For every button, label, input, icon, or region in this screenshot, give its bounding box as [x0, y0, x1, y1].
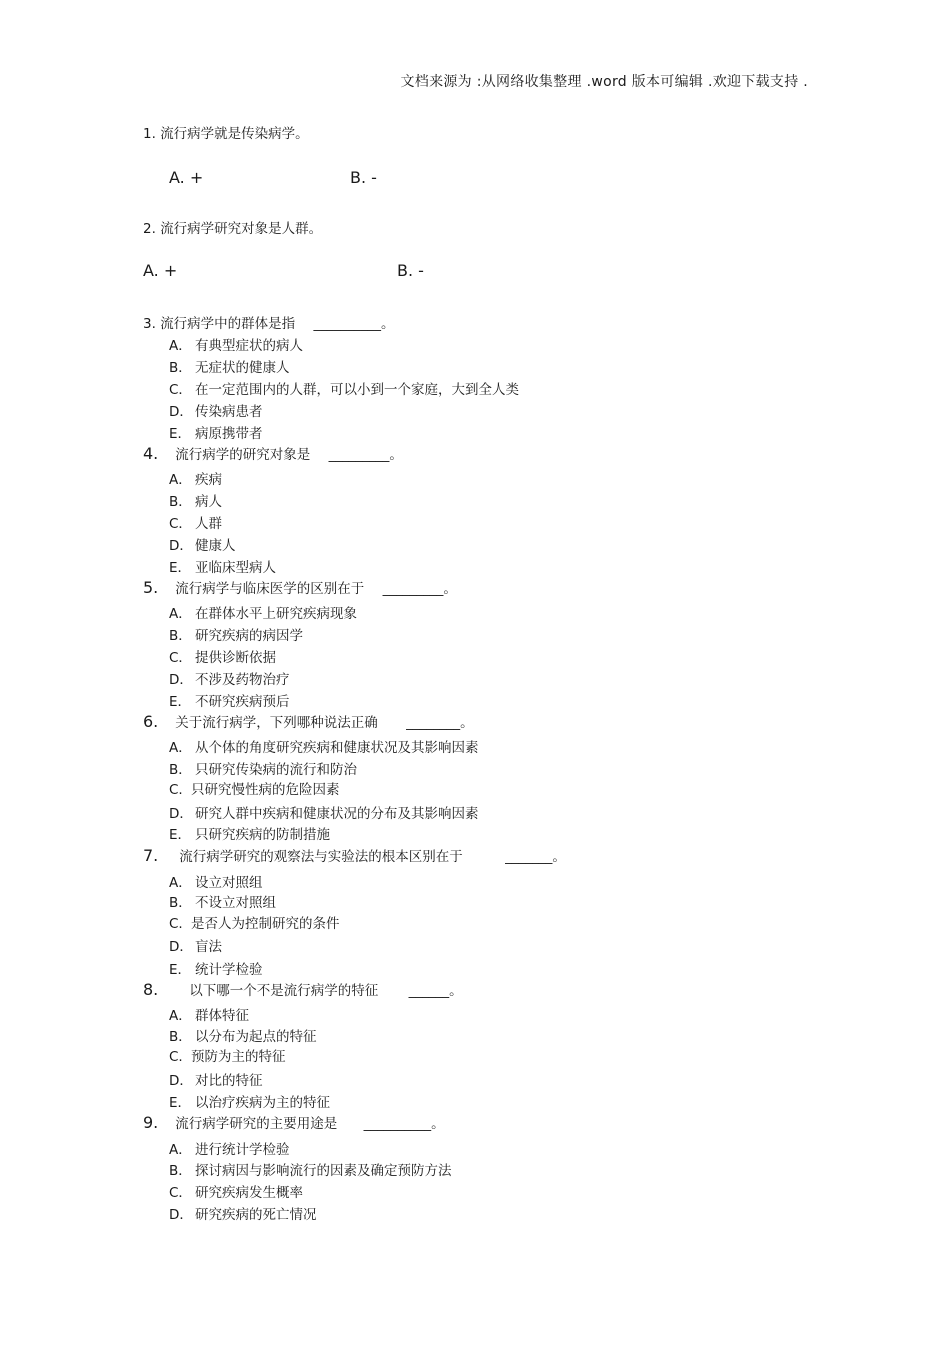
- option-text: 只研究疾病的防制措施: [195, 827, 330, 843]
- question-end: 。: [380, 316, 395, 332]
- question-number: 7.: [143, 846, 159, 865]
- answer-blank: ______: [408, 983, 450, 999]
- option-label: A．: [169, 875, 192, 891]
- option-d: [169, 1203, 317, 1223]
- option-text: 探讨病因与影响流行的因素及确定预防方法: [195, 1163, 452, 1179]
- question-text: 流行病学中的群体是指: [160, 316, 296, 332]
- option-label: A．: [169, 1142, 192, 1158]
- option-e: [169, 958, 263, 978]
- option-label: C．: [169, 1185, 192, 1201]
- option-a: A. +: [169, 168, 204, 187]
- option-label: D．: [169, 1207, 193, 1223]
- option-label: D．: [169, 672, 193, 688]
- question-1: [143, 122, 309, 142]
- question-6: [143, 711, 474, 731]
- answer-blank: __________: [313, 316, 381, 332]
- question-text: 流行病学与临床医学的区别在于: [175, 581, 365, 597]
- question-end: 。: [389, 447, 403, 463]
- option-text: 不涉及药物治疗: [195, 672, 290, 688]
- option-label: E．: [169, 560, 192, 576]
- option-text: 疾病: [195, 472, 222, 488]
- answer-blank: __________: [363, 1116, 432, 1132]
- option-e: [169, 422, 263, 442]
- option-label: D．: [169, 538, 193, 554]
- option-text: 对比的特征: [195, 1073, 263, 1089]
- option-d: [169, 668, 290, 688]
- question-number: 1.: [143, 126, 156, 142]
- option-e: [169, 690, 290, 710]
- question-text: 流行病学研究对象是人群。: [160, 221, 323, 237]
- option-text: 不研究疾病预后: [195, 694, 290, 710]
- option-a: [169, 1004, 249, 1024]
- option-text: 研究疾病的死亡情况: [195, 1207, 317, 1223]
- option-a: [169, 736, 479, 756]
- option-label: C．: [169, 382, 192, 398]
- option-label: E．: [169, 426, 192, 442]
- question-end: 。: [431, 1116, 445, 1132]
- question-text: 关于流行病学，下列哪种说法正确: [175, 715, 378, 731]
- option-text: 在一定范围内的人群，可以小到一个家庭，大到全人类: [195, 382, 519, 398]
- question-text: 流行病学就是传染病学。: [160, 126, 309, 142]
- option-label: C.: [169, 782, 183, 798]
- option-b: [169, 356, 290, 376]
- question-number: 4.: [143, 444, 159, 463]
- option-b: [169, 758, 357, 778]
- question-number: 3.: [143, 316, 156, 332]
- option-text: 群体特征: [195, 1008, 249, 1024]
- option-c: [169, 778, 340, 798]
- option-label: C．: [169, 516, 192, 532]
- question-text: 流行病学的研究对象是: [175, 447, 311, 463]
- option-c: [169, 912, 340, 932]
- question-7: [143, 845, 566, 865]
- question-end: 。: [552, 849, 566, 865]
- option-text: 亚临床型病人: [195, 560, 276, 576]
- answer-blank: _________: [382, 581, 444, 597]
- option-b: [169, 624, 303, 644]
- option-text: 是否人为控制研究的条件: [191, 916, 340, 932]
- option-a: [169, 1138, 290, 1158]
- option-label: B．: [169, 1029, 192, 1045]
- question-text: 流行病学研究的主要用途是: [175, 1116, 338, 1132]
- question-end: 。: [460, 715, 474, 731]
- option-text: 传染病患者: [195, 404, 263, 420]
- option-text: 只研究传染病的流行和防治: [195, 762, 357, 778]
- question-number: 6.: [143, 712, 159, 731]
- option-c: [169, 378, 519, 398]
- option-label: B．: [169, 762, 192, 778]
- option-text: 不设立对照组: [195, 895, 276, 911]
- question-end: 。: [443, 581, 457, 597]
- option-label: C.: [169, 916, 183, 932]
- option-label: A．: [169, 338, 192, 354]
- option-a: A. +: [143, 261, 178, 280]
- option-label: E．: [169, 827, 192, 843]
- option-text: 研究人群中疾病和健康状况的分布及其影响因素: [195, 806, 479, 822]
- option-text: 从个体的角度研究疾病和健康状况及其影响因素: [195, 740, 479, 756]
- option-text: 有典型症状的病人: [195, 338, 303, 354]
- question-number: 5.: [143, 578, 159, 597]
- option-label: C.: [169, 1049, 183, 1065]
- option-text: 病原携带者: [195, 426, 263, 442]
- option-d: [169, 534, 236, 554]
- option-text: 研究疾病发生概率: [195, 1185, 303, 1201]
- option-label: B．: [169, 360, 192, 376]
- question-2: [143, 217, 322, 237]
- option-a: [169, 871, 263, 891]
- option-text: 研究疾病的病因学: [195, 628, 303, 644]
- option-b: B. -: [397, 261, 424, 280]
- option-label: E．: [169, 694, 192, 710]
- option-label: D．: [169, 939, 193, 955]
- option-c: [169, 1045, 286, 1065]
- question-text: 以下哪一个不是流行病学的特征: [189, 983, 379, 999]
- option-text: 无症状的健康人: [195, 360, 290, 376]
- option-text: 以治疗疾病为主的特征: [195, 1095, 330, 1111]
- option-label: B．: [169, 1163, 192, 1179]
- option-e: [169, 1091, 330, 1111]
- option-a: [169, 334, 303, 354]
- option-e: [169, 823, 330, 843]
- option-c: [169, 1181, 303, 1201]
- option-label: D．: [169, 806, 193, 822]
- answer-blank: ________: [406, 715, 461, 731]
- option-text: 人群: [195, 516, 222, 532]
- option-text: 预防为主的特征: [191, 1049, 286, 1065]
- option-text: 在群体水平上研究疾病现象: [195, 606, 357, 622]
- option-label: A．: [169, 740, 192, 756]
- option-label: B．: [169, 628, 192, 644]
- option-text: 健康人: [195, 538, 236, 554]
- question-number: 8.: [143, 980, 159, 999]
- option-label: A．: [169, 472, 192, 488]
- option-text: 进行统计学检验: [195, 1142, 290, 1158]
- question-text: 流行病学研究的观察法与实验法的根本区别在于: [179, 849, 463, 865]
- option-c: [169, 646, 276, 666]
- option-b: [169, 1025, 317, 1045]
- question-8: [143, 979, 463, 999]
- option-d: [169, 935, 222, 955]
- question-4: [143, 443, 403, 463]
- question-end: 。: [449, 983, 463, 999]
- question-number: 9.: [143, 1113, 159, 1132]
- option-text: 病人: [195, 494, 222, 510]
- question-9: [143, 1112, 445, 1132]
- option-b: [169, 891, 276, 911]
- question-number: 2.: [143, 221, 156, 237]
- option-b: [169, 1159, 452, 1179]
- option-text: 盲法: [195, 939, 222, 955]
- option-d: [169, 400, 263, 420]
- option-label: B．: [169, 895, 192, 911]
- answer-blank: _________: [328, 447, 390, 463]
- option-label: D．: [169, 1073, 193, 1089]
- option-text: 以分布为起点的特征: [195, 1029, 317, 1045]
- option-a: [169, 602, 357, 622]
- option-label: D．: [169, 404, 193, 420]
- option-label: B．: [169, 494, 192, 510]
- option-d: [169, 802, 479, 822]
- answer-blank: _______: [505, 849, 553, 865]
- option-e: [169, 556, 276, 576]
- option-text: 设立对照组: [195, 875, 263, 891]
- option-d: [169, 1069, 263, 1089]
- option-text: 提供诊断依据: [195, 650, 276, 666]
- option-a: [169, 468, 222, 488]
- option-c: [169, 512, 222, 532]
- page-header: 文档来源为 :从网络收集整理 .word 版本可编辑 .欢迎下载支持 .: [400, 74, 808, 90]
- option-label: E．: [169, 1095, 192, 1111]
- option-label: A．: [169, 1008, 192, 1024]
- question-5: [143, 577, 457, 597]
- option-label: E．: [169, 962, 192, 978]
- option-text: 只研究慢性病的危险因素: [191, 782, 340, 798]
- option-b: [169, 490, 222, 510]
- question-3: [143, 312, 394, 332]
- option-b: B. -: [350, 168, 377, 187]
- option-text: 统计学检验: [195, 962, 263, 978]
- option-label: A．: [169, 606, 192, 622]
- option-label: C．: [169, 650, 192, 666]
